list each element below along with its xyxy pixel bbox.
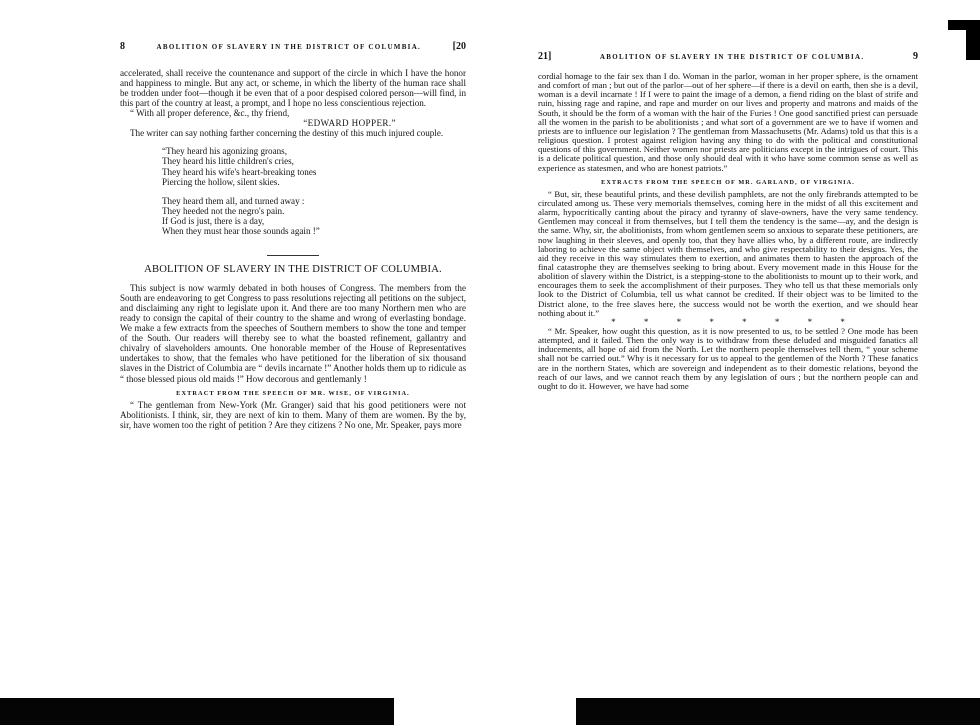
stanza-gap	[162, 187, 466, 196]
extract-heading-garland: EXTRACTS FROM THE SPEECH OF MR. GARLAND, OF VIRGINIA.	[601, 178, 855, 186]
poem-line: When they must hear those sounds again !”	[162, 225, 320, 236]
paragraph-intro: accelerated, shall receive the countenance and support of the circle in which I have the honor and happiness to mingle. But any act, or scheme, in which the liberty of the human race shall be trodden under foot—though it be even that of a poor despised colored person—will find, in this part of the country at least, a prompt, and I hope no less conscientious rejection.	[120, 68, 466, 109]
right-text-column	[538, 51, 918, 391]
paragraph-wise: “ The gentleman from New-York (Mr. Granger) said that his good petitioners were not Abolitionists. I think, sir, they are next of kin to them. Many of them are women. By the by, sir, have women too the right of petition ? Are they citizens ? No one, Mr. Speaker, pays more	[120, 399, 466, 430]
poem-line: They heard his little children's cries,	[162, 156, 294, 167]
paragraph-garland: “ But, sir, these beautiful prints, and these devilish pamphlets, are not the only firebrands attempted to be circulated among us. These very memorials themselves, coming here in the midst of all this excitement and alarm, hypocritically canting about the piracy and tyranny of slave-owners, have the very same tendency. Gentlemen may conceal it from themselves, but I tell them the tendency is the same—ay, and the design is the same. Why, sir, the abolitionists, from whom gentlemen seem so anxious to separate these petitioners, are now laughing in their sleeves, and openly too, that they have allies who, by a different route, are indirectly laboring to achieve the same object with themselves, and who give respectability to their designs. Yes, the aid they receive in this way stimulates them to exertion, and animates them to hasten the approach of the final catastrophe they are themselves seeking to bring about. Every movement made in this House for the abolition of slavery within the District, is a stepping-stone to the abolitionists to mount up to their work, and encourages them to seek the accomplishment of their purposes. They who tell us that these memorials only look to the District of Columbia, tell us what cannot be credited. If their object was to be limited to the District alone, to the free slaves here, the success would not be worth the exertion, and we should hear nothing about it.”	[538, 188, 918, 318]
poem-line: They heard them all, and turned away :	[162, 195, 305, 206]
poem-line: “They heard his agonizing groans,	[162, 146, 287, 157]
paragraph-subject: This subject is now warmly debated in both houses of Congress. The members from the South are endeavoring to get Congress to pass resolutions rejecting all petitions on the subject, and disclaiming any right to legislate upon it. And there are too many Northern men who are ready to consign the capital of their country to the shame and wrong of everlasting bondage. We make a few extracts from the speeches of Southern members to show the tone and temper of the South. Our readers will thereby see to what the boasted refinement, gallantry and chivalry of slaveholders amounts. One honorable member of the House of Representatives undertakes to show, that the females who have petitioned for the liberation of six thousand slaves in the District of Columbia are “ devils incarnate !” Another holds them up to ridicule as “ those blessed pious old maids !” How decorous and gentlemanly !	[120, 283, 466, 384]
running-title-right: ABOLITION OF SLAVERY IN THE DISTRICT OF COLUMBIA.	[599, 53, 865, 61]
closing-line: “ With all proper deference, &c., thy friend,	[130, 108, 290, 119]
poem-line: Piercing the hollow, silent skies.	[162, 176, 280, 187]
poem-line: If God is just, there is a day,	[162, 215, 265, 226]
paragraph-speaker: “ Mr. Speaker, how ought this question, as it is now presented to us, to be settled ? One mode has been attempted, and it failed. Then the only way is to withdraw from these deluded and misguided fanatics all inducements, all hope of aid from the North. Let the northern people themselves tell them, “ your scheme shall not be carried out.” Why is it necessary for us to appeal to the gentlemen of the North ? These fanatics are in the northern States, which are sovereign and independent as to their domestic relations, beyond the reach of our laws, and we cannot reach them by any legislation of ours ; but the northern people can and ought to do it. However, we have had some	[538, 325, 918, 391]
scan-bottom-border	[0, 698, 394, 725]
poem	[120, 146, 466, 236]
extract-heading-wise: EXTRACT FROM THE SPEECH OF MR. WISE, OF VIRGINIA.	[176, 389, 410, 397]
section-heading: ABOLITION OF SLAVERY IN THE DISTRICT OF COLUMBIA.	[144, 264, 442, 276]
bracket-number-right: 21]	[538, 51, 552, 62]
bracket-number-left: [20	[452, 41, 466, 52]
section-stars: * * * * * * * *	[611, 316, 845, 327]
poem-line: They heard his wife's heart-breaking tones	[162, 166, 317, 177]
section-divider	[267, 255, 319, 256]
left-text-column	[120, 41, 466, 430]
signature: “EDWARD HOPPER.”	[303, 118, 396, 129]
poem-line: They heeded not the negro's pain.	[162, 205, 285, 216]
page-number-left: 8	[120, 41, 125, 52]
running-header-right	[538, 51, 918, 62]
paragraph-cordial: cordial homage to the fair sex than I do. Woman in the parlor, woman in her proper sphere, is the ornament and comfort of man ; but out of the parlor—out of her sphere—if there is a devil on earth, then she is a devil, woman is a devil incarnate ! If I were to paint the image of a demon, a fiend riding on the blast of strife and ruin, hissing rage and rapine, and rape and murder on our lives and property and matrons and maids of the South, it should be the form of a woman with the hair of the Furies ! One good sanctified priest can persuade all the women in the parish to be abolitionists ; and what sort of a government are we to have if women and priests are to influence our legislation ? The gentleman from Massachusetts (Mr. Adams) told us that this is a religious question. I protest against religion having any thing to do with the political and constitutional questions of this government. Neither women nor priests are politicians except in the intrigues of court. This is a delicate political question, and those only should deal with it who have some common sense as well as experience as statesmen, and who are honest patriots.”	[538, 71, 918, 173]
scan-edge-shadow	[948, 20, 980, 30]
right-page	[490, 0, 980, 725]
scan-bottom-border	[576, 698, 980, 725]
paragraph-writer: The writer can say nothing farther concerning the destiny of this much injured couple.	[130, 128, 444, 139]
running-header-left	[120, 41, 466, 52]
running-title-left: ABOLITION OF SLAVERY IN THE DISTRICT OF COLUMBIA.	[156, 43, 422, 51]
scan-edge-shadow	[966, 30, 980, 60]
page-number-right: 9	[913, 51, 918, 62]
